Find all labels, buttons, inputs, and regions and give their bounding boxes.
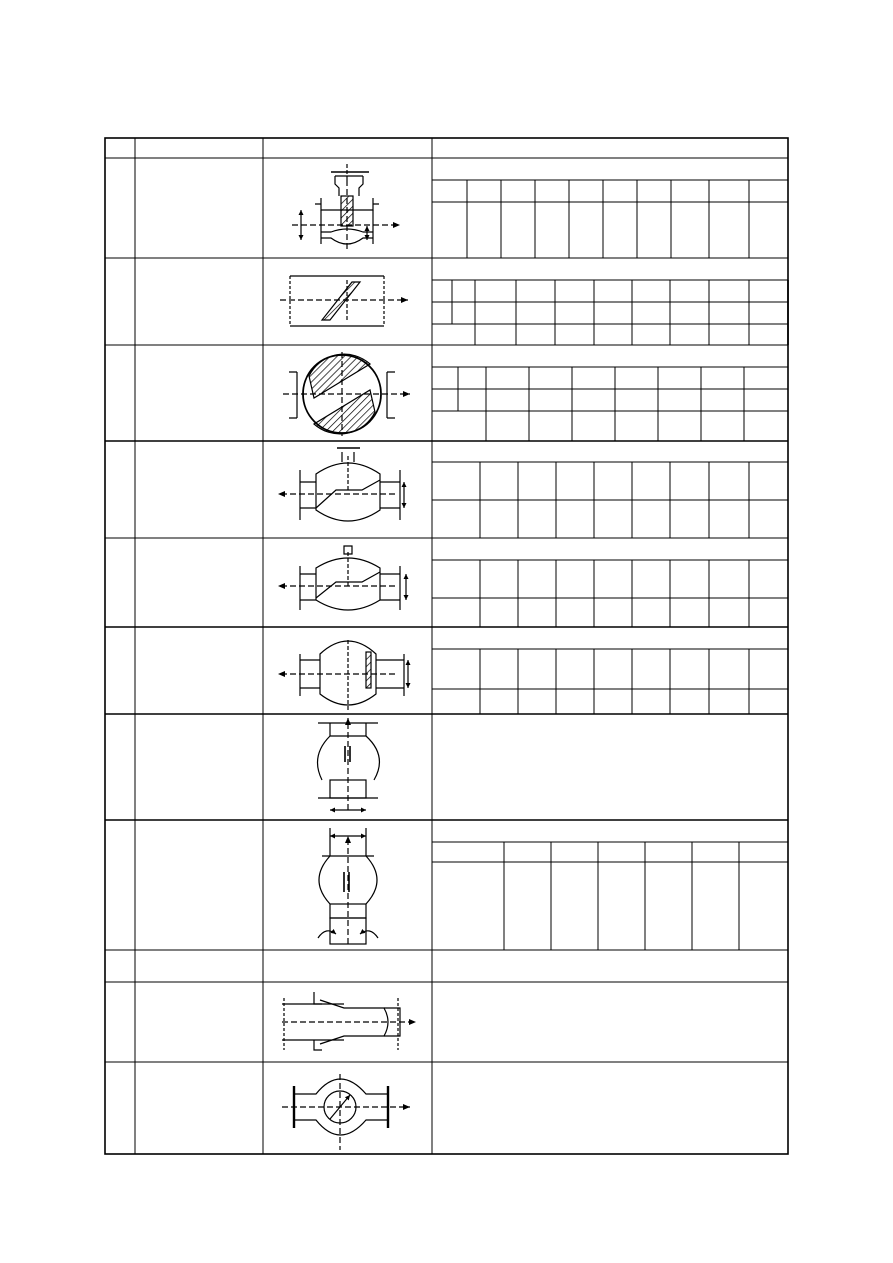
subgrid-row-4 [432, 462, 788, 538]
globe-valve-diagram [278, 448, 404, 521]
table-grid [105, 138, 788, 1154]
subgrid-row-1 [432, 180, 788, 258]
lift-check-valve-diagram [318, 718, 380, 810]
subgrid-row-2 [432, 280, 788, 345]
swing-check-valve-diagram [278, 640, 408, 710]
subgrid-row-6 [432, 649, 788, 714]
gate-valve-diagram [292, 164, 400, 250]
pipe-entry-diagram [282, 992, 416, 1050]
ball-valve-diagram [282, 1074, 410, 1150]
subgrid-row-5 [432, 560, 788, 627]
butterfly-valve-diagram [280, 276, 408, 326]
foot-valve-diagram [318, 828, 378, 944]
plug-valve-diagram [283, 352, 410, 436]
subgrid-row-8 [432, 842, 788, 950]
subgrid-row-3 [432, 367, 788, 441]
globe-valve-straight-diagram [278, 546, 406, 610]
